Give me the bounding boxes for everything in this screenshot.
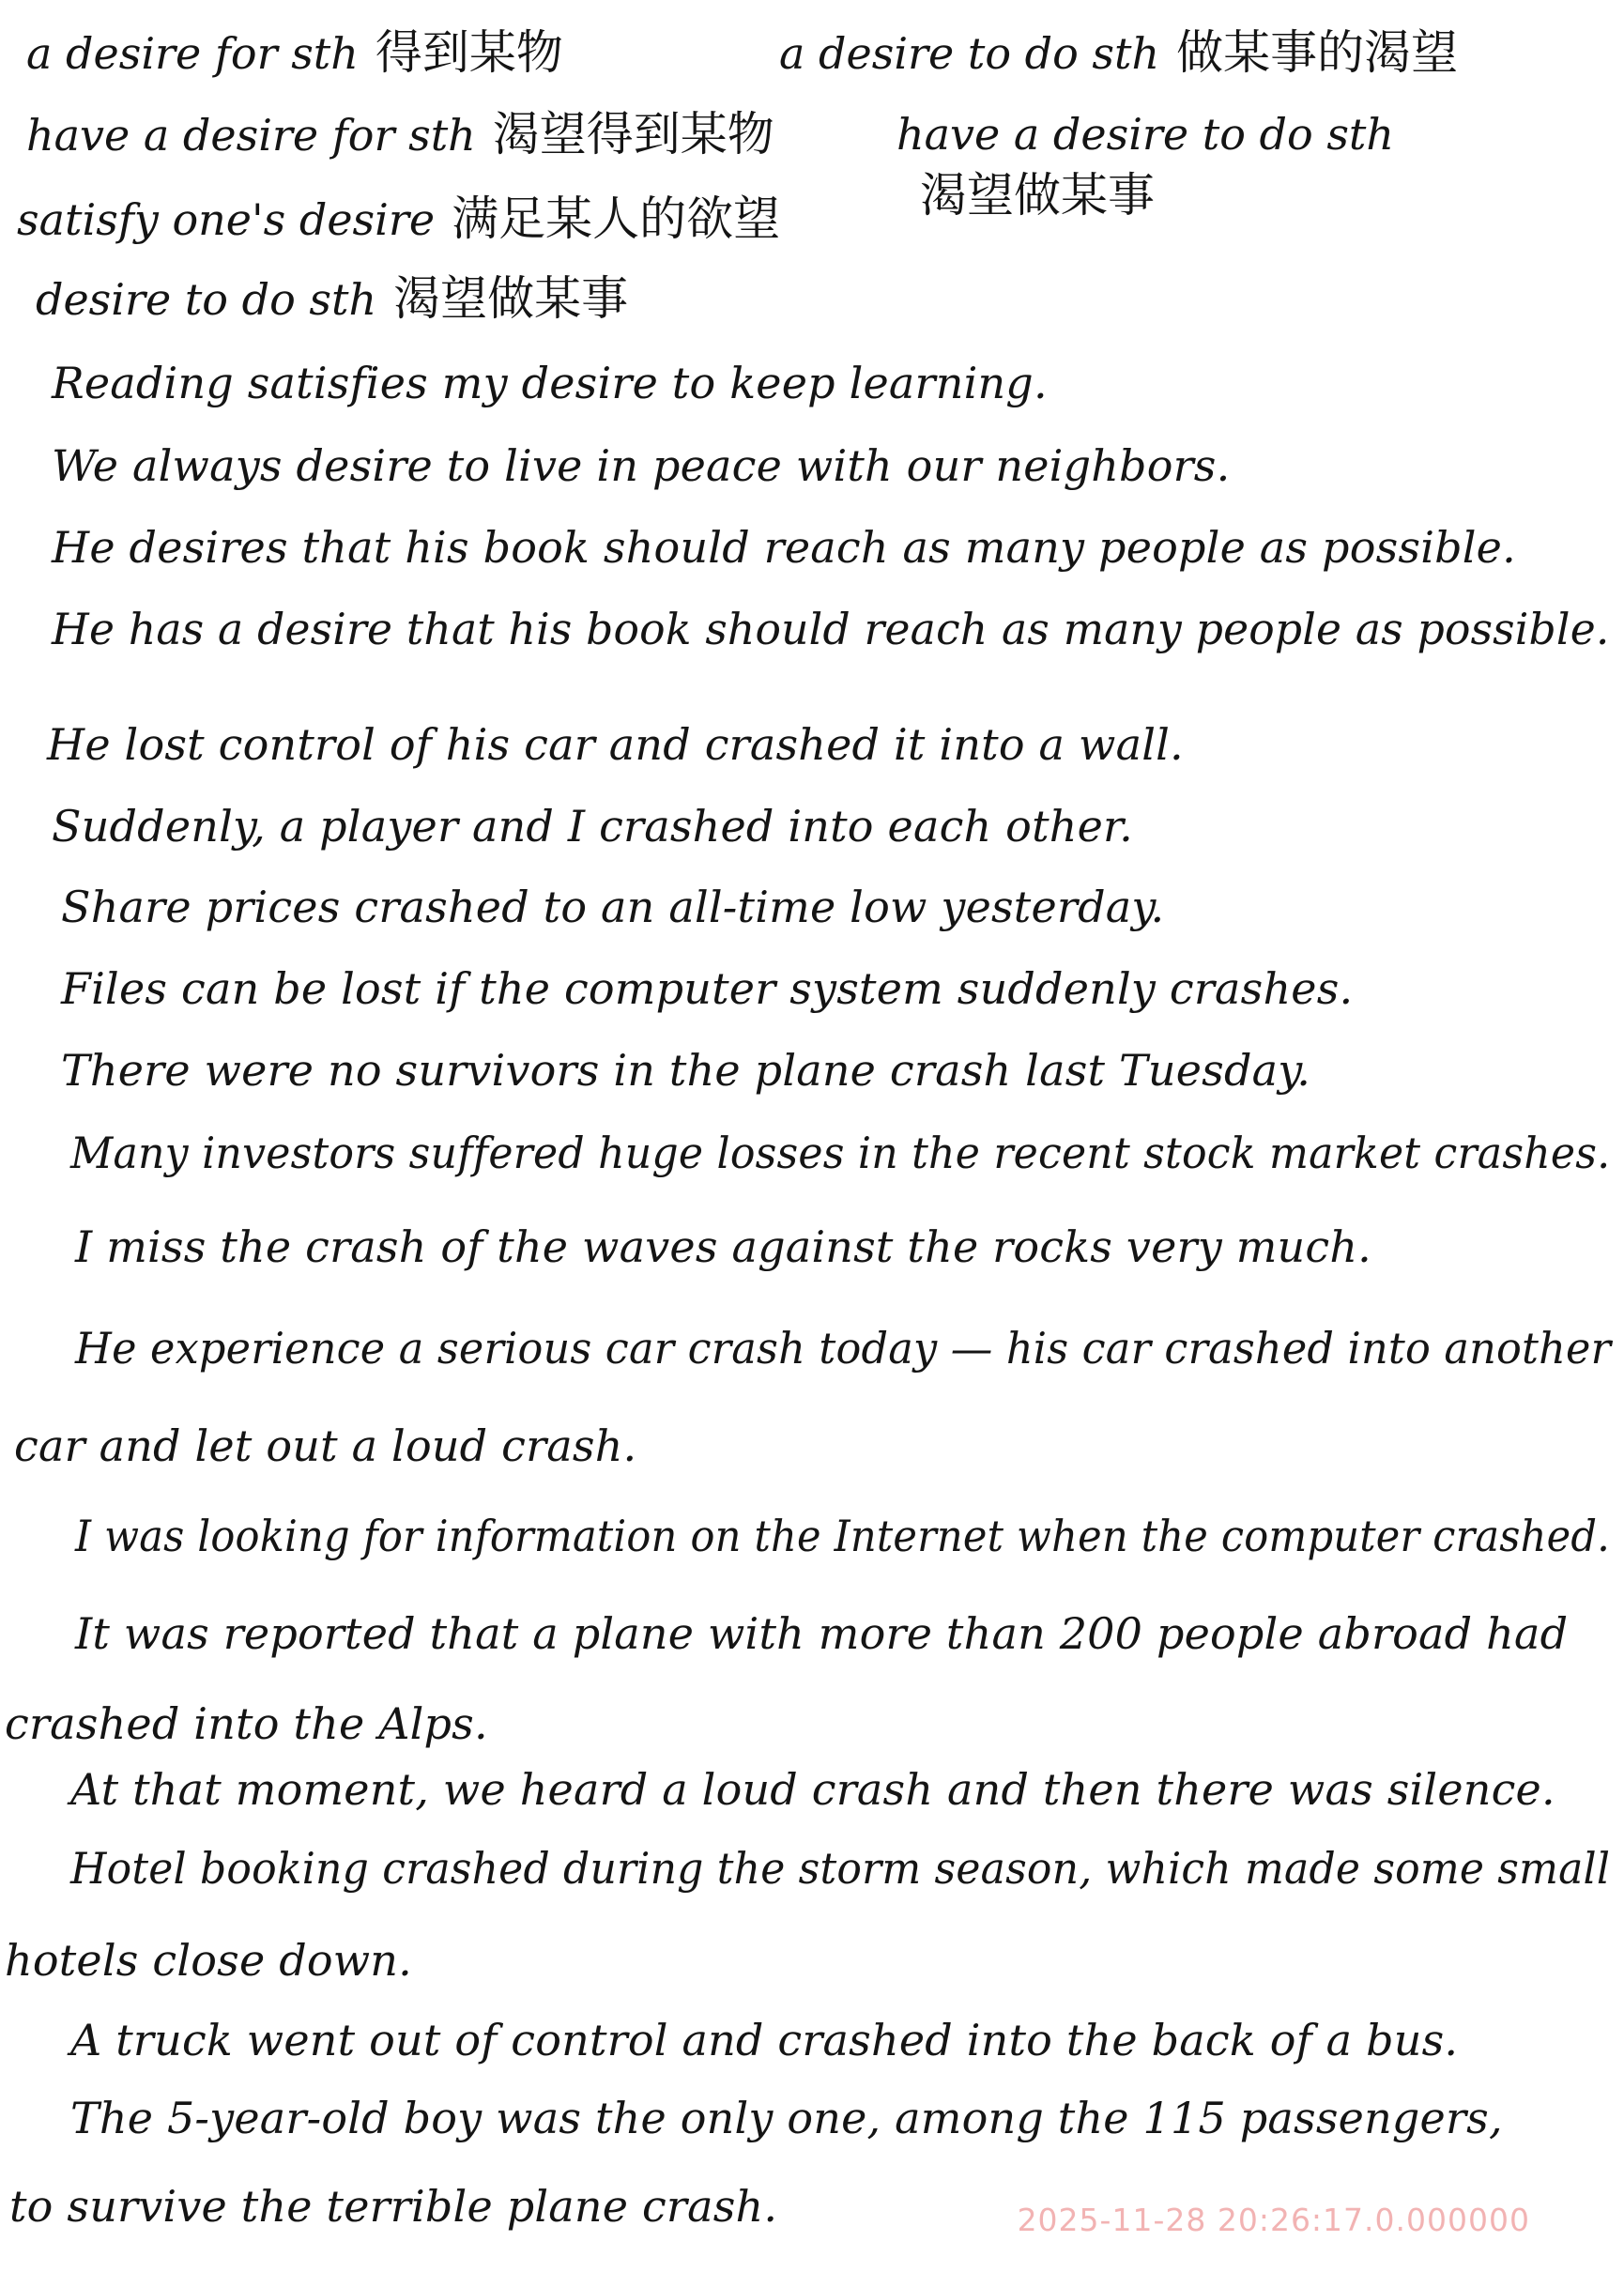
sentence-line: Files can be lost if the computer system suddenly crashes. xyxy=(61,963,1354,1014)
phrase-row xyxy=(896,108,1394,161)
sentence-line: There were no survivors in the plane crash last Tuesday. xyxy=(61,1045,1311,1096)
sentence-line: He lost control of his car and crashed it into a wall. xyxy=(47,719,1184,770)
phrase-row xyxy=(26,26,563,80)
sentence-line: He experience a serious car crash today — his car crashed into another xyxy=(75,1323,1612,1374)
phrase-row xyxy=(779,26,1458,80)
timestamp-stamp: 2025-11-28 20:26:17.0.000000 xyxy=(1017,2202,1530,2238)
phrase-en: have a desire to do sth xyxy=(896,109,1395,160)
sentence-line: car and let out a loud crash. xyxy=(14,1420,637,1471)
sentence-line: The 5-year-old boy was the only one, among the 115 passengers, xyxy=(70,2093,1503,2143)
sentence-line: Many investors suffered huge losses in the recent stock market crashes. xyxy=(70,1128,1611,1178)
phrase-zh: 得到某物 xyxy=(375,25,563,80)
phrase-en: desire to do sth xyxy=(36,274,377,325)
sentence-line: It was reported that a plane with more than 200 people abroad had xyxy=(75,1608,1569,1659)
sentence-line: I miss the crash of the waves against the rocks very much. xyxy=(75,1221,1371,1272)
sentence-line: He has a desire that his book should reach as many people as possible. xyxy=(52,604,1610,654)
phrase-en: a desire to do sth xyxy=(779,28,1160,79)
sentence-line: Reading satisfies my desire to keep learning. xyxy=(52,358,1048,408)
sentence-line: Share prices crashed to an all-time low yesterday. xyxy=(61,882,1165,932)
sentence-line: to survive the terrible plane crash. xyxy=(9,2181,778,2232)
sentence-line: Suddenly, a player and I crashed into each other. xyxy=(52,801,1133,852)
phrase-row xyxy=(36,272,628,326)
phrase-row xyxy=(26,108,774,161)
phrase-zh: 满足某人的欲望 xyxy=(452,192,781,246)
sentence-line: I was looking for information on the Internet when the computer crashed. xyxy=(75,1511,1611,1561)
sentence-line: crashed into the Alps. xyxy=(5,1698,488,1749)
sentence-line: hotels close down. xyxy=(5,1935,412,1986)
sentence-line: He desires that his book should reach as many people as possible. xyxy=(52,522,1516,573)
sentence-line: At that moment, we heard a loud crash and then there was silence. xyxy=(70,1764,1555,1815)
phrase-zh: 渴望做某事 xyxy=(920,168,1155,223)
sentence-line: A truck went out of control and crashed into the back of a bus. xyxy=(70,2015,1459,2065)
phrase-zh: 渴望做某事 xyxy=(393,271,629,326)
sentence-line: Hotel booking crashed during the storm season, which made some small xyxy=(70,1843,1611,1894)
sentence-line: We always desire to live in peace with our neighbors. xyxy=(52,440,1231,491)
phrase-en: have a desire for sth xyxy=(26,110,476,161)
phrase-en: satisfy one's desire xyxy=(17,194,436,245)
phrase-en: a desire for sth xyxy=(26,28,359,79)
phrase-zh: 做某事的渴望 xyxy=(1176,25,1459,80)
phrase-zh: 渴望得到某物 xyxy=(492,107,774,161)
phrase-row xyxy=(17,192,780,246)
